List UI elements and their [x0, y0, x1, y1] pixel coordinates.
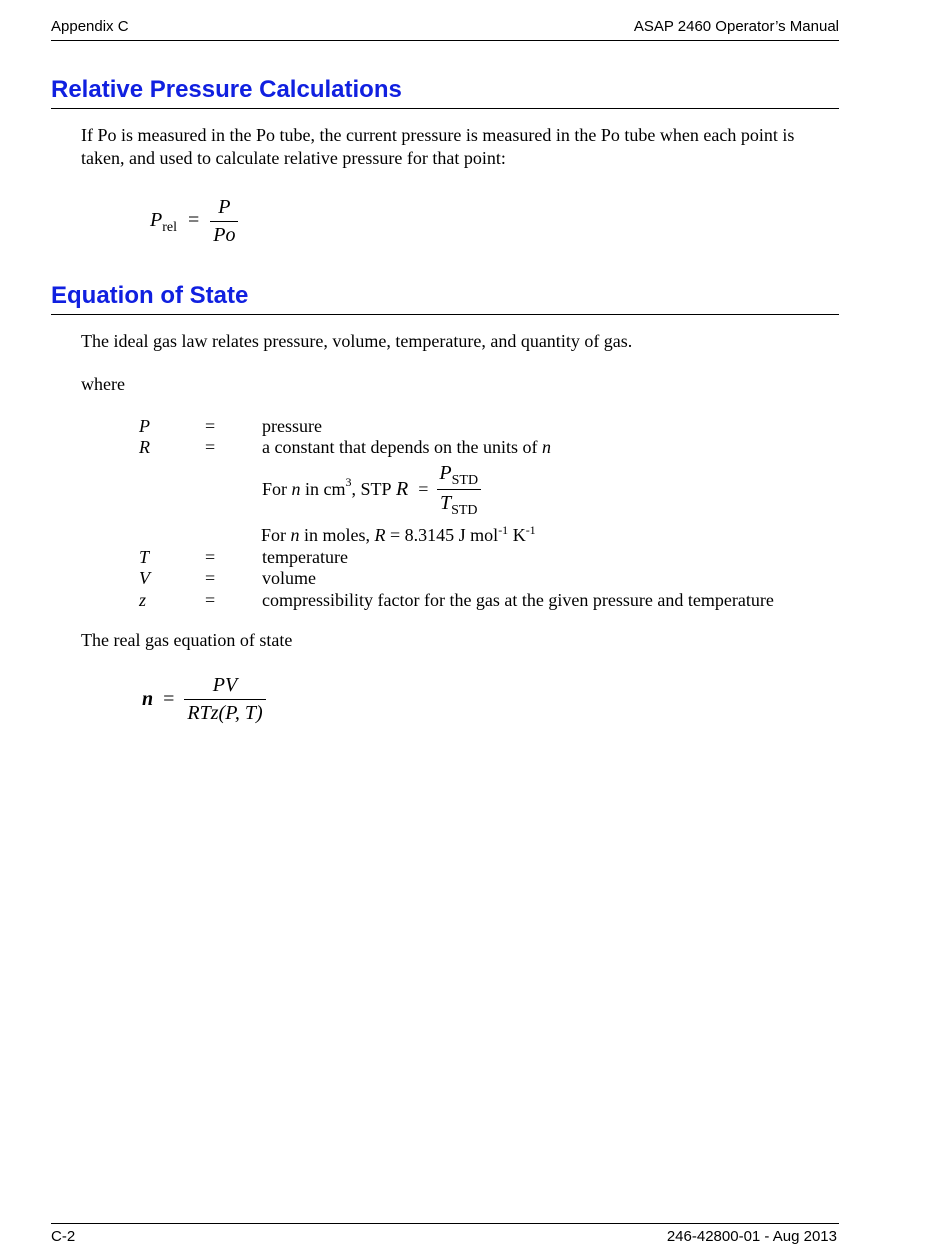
- r-cm3-for: For: [262, 479, 288, 499]
- r-cm3-numerator-subscript: STD: [451, 473, 479, 488]
- r-moles-for: For: [261, 525, 287, 545]
- r-cm3-equals: =: [418, 479, 429, 499]
- definition-description: compressibility factor for the gas at the given pressure and temperature: [262, 590, 774, 610]
- formula-equals: =: [187, 209, 200, 232]
- where-label: where: [81, 374, 125, 394]
- paragraph-relative-pressure: If Po is measured in the Po tube, the current pressure is measured in the Po tube when each point is taken, and used to calculate relative pressure for that point:: [81, 125, 795, 168]
- real-gas-numerator: PV: [212, 674, 238, 696]
- definition-equals: =: [205, 590, 216, 610]
- definition-symbol: V: [139, 568, 150, 588]
- running-footer-left: C-2: [51, 1228, 76, 1245]
- running-header-right: ASAP 2460 Operator’s Manual: [633, 18, 839, 35]
- section-rule: [51, 314, 839, 315]
- r-cm3-denominator-subscript: STD: [451, 503, 478, 518]
- definition-symbol: z: [139, 590, 147, 610]
- definition-equals: =: [205, 547, 216, 567]
- r-moles-superscript-1: -1: [498, 523, 509, 537]
- real-gas-lhs: n: [142, 688, 154, 710]
- definition-description: pressure: [262, 416, 322, 436]
- definition-variable: n: [541, 437, 551, 457]
- definition-symbol: T: [139, 547, 150, 567]
- definition-equals: =: [205, 568, 216, 588]
- r-cm3-in: in cm: [305, 479, 346, 499]
- r-moles-symbol: R: [374, 525, 386, 545]
- r-cm3-numerator: P: [439, 462, 452, 484]
- definition-symbol: R: [139, 437, 150, 457]
- r-cm3-variable: n: [291, 479, 301, 499]
- section-rule: [51, 108, 839, 109]
- r-moles-variable: n: [290, 525, 300, 545]
- r-cm3-fraction: [436, 462, 481, 517]
- definition-description: [262, 436, 551, 459]
- formula-numerator: P: [218, 196, 231, 218]
- r-cm3-denominator: T: [439, 492, 452, 514]
- definition-description: volume: [262, 568, 316, 588]
- definition-description-text: a constant that depends on the units of: [262, 437, 538, 457]
- definition-description: temperature: [262, 547, 348, 567]
- definition-equals: =: [205, 416, 216, 436]
- footer-rule: [51, 1223, 839, 1224]
- formula-fraction: [210, 196, 238, 247]
- section-title-equation-of-state: Equation of State: [51, 282, 249, 309]
- r-moles-kelvin: K: [508, 525, 526, 545]
- running-header-left: Appendix C: [51, 18, 129, 35]
- definition-symbol: P: [139, 416, 150, 436]
- r-cm3-superscript: 3: [345, 475, 352, 489]
- formula-lhs: P: [150, 209, 163, 232]
- r-moles-value: = 8.3145 J mol: [390, 525, 499, 545]
- r-moles-in: in moles,: [304, 525, 371, 545]
- r-cm3-symbol: R: [396, 478, 409, 500]
- formula-real-gas: [142, 674, 266, 725]
- r-cm3-stp: , STP: [351, 479, 392, 499]
- real-gas-denominator-b: (P, T): [218, 702, 263, 724]
- formula-denominator: Po: [210, 221, 238, 247]
- real-gas-fraction: [184, 674, 265, 725]
- definition-equals: =: [205, 437, 216, 457]
- real-gas-equals: =: [163, 688, 175, 710]
- real-gas-denominator-a: RTz: [187, 702, 219, 724]
- r-moles-superscript-2: -1: [525, 523, 536, 537]
- section-title-relative-pressure: Relative Pressure Calculations: [51, 76, 402, 103]
- r-cm3-formula: [262, 462, 481, 517]
- paragraph-ideal-gas: The ideal gas law relates pressure, volume, temperature, and quantity of gas.: [81, 331, 633, 351]
- header-rule: [51, 40, 839, 41]
- paragraph-real-gas: The real gas equation of state: [81, 630, 293, 650]
- formula-relative-pressure: [150, 196, 238, 247]
- running-footer-right: 246-42800-01 - Aug 2013: [666, 1228, 837, 1245]
- formula-lhs-subscript: rel: [162, 220, 177, 236]
